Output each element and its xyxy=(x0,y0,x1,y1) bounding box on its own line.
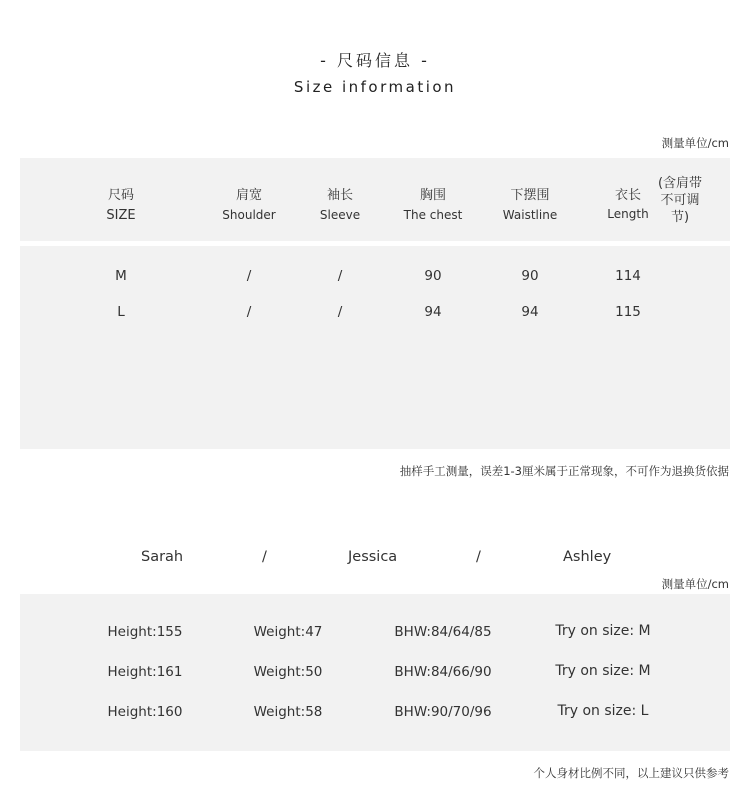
length-note-line1: (含肩带 xyxy=(657,176,703,191)
cell-waistline: 94 xyxy=(521,304,539,320)
models-unit-label: 测量单位/cm xyxy=(661,577,729,591)
models-table xyxy=(20,594,730,751)
header-length-en: Length xyxy=(607,207,649,221)
reference-note: 个人身材比例不同，以上建议只供参考 xyxy=(533,766,729,780)
section-title-en: Size information xyxy=(293,78,457,96)
model-bhw: BHW:84/66/90 xyxy=(394,664,492,680)
size-table-header xyxy=(20,158,730,241)
header-shoulder-cn: 肩宽 xyxy=(235,188,263,203)
model-height: Height:155 xyxy=(107,624,183,640)
cell-shoulder: / xyxy=(246,304,252,320)
header-size-cn: 尺码 xyxy=(107,188,135,203)
model-height: Height:160 xyxy=(107,704,183,720)
header-waistline-en: Waistline xyxy=(502,208,558,222)
model-bhw: BHW:84/64/85 xyxy=(394,624,492,640)
model-name-jessica: Jessica xyxy=(348,549,398,565)
cell-length: 115 xyxy=(615,304,641,320)
model-bhw: BHW:90/70/96 xyxy=(394,704,492,720)
model-name-ashley: Ashley xyxy=(563,549,612,565)
cell-size: M xyxy=(115,268,127,284)
model-weight: Weight:47 xyxy=(253,624,323,640)
cell-waistline: 90 xyxy=(521,268,539,284)
model-weight: Weight:50 xyxy=(253,664,323,680)
model-try-on-size: Try on size: L xyxy=(557,703,649,719)
header-size-en: SIZE xyxy=(106,208,136,223)
cell-sleeve: / xyxy=(337,304,343,320)
model-height: Height:161 xyxy=(107,664,183,680)
model-name-separator: / xyxy=(476,549,481,565)
cell-size: L xyxy=(117,304,125,320)
section-title-cn: - 尺码信息 - xyxy=(320,51,430,70)
header-shoulder-en: Shoulder xyxy=(222,208,276,222)
model-name-sarah: Sarah xyxy=(141,549,184,565)
cell-chest: 94 xyxy=(424,304,442,320)
header-length-cn: 衣长 xyxy=(614,188,642,203)
model-name-separator: / xyxy=(262,549,267,565)
header-sleeve-en: Sleeve xyxy=(319,208,361,222)
model-try-on-size: Try on size: M xyxy=(555,623,651,639)
cell-chest: 90 xyxy=(424,268,442,284)
cell-length: 114 xyxy=(615,268,641,284)
model-try-on-size: Try on size: M xyxy=(555,663,651,679)
size-table-body xyxy=(20,246,730,449)
cell-sleeve: / xyxy=(337,268,343,284)
header-chest-en: The chest xyxy=(403,208,463,222)
unit-label: 测量单位/cm xyxy=(661,136,729,150)
measurement-note: 抽样手工测量，误差1-3厘米属于正常现象，不可作为退换货依据 xyxy=(399,464,729,478)
header-chest-cn: 胸围 xyxy=(419,188,447,203)
header-sleeve-cn: 袖长 xyxy=(326,188,354,203)
length-note-line2: 不可调节) xyxy=(660,193,700,225)
length-note xyxy=(652,175,708,226)
cell-shoulder: / xyxy=(246,268,252,284)
model-weight: Weight:58 xyxy=(253,704,323,720)
header-waistline-cn: 下摆围 xyxy=(510,188,550,203)
